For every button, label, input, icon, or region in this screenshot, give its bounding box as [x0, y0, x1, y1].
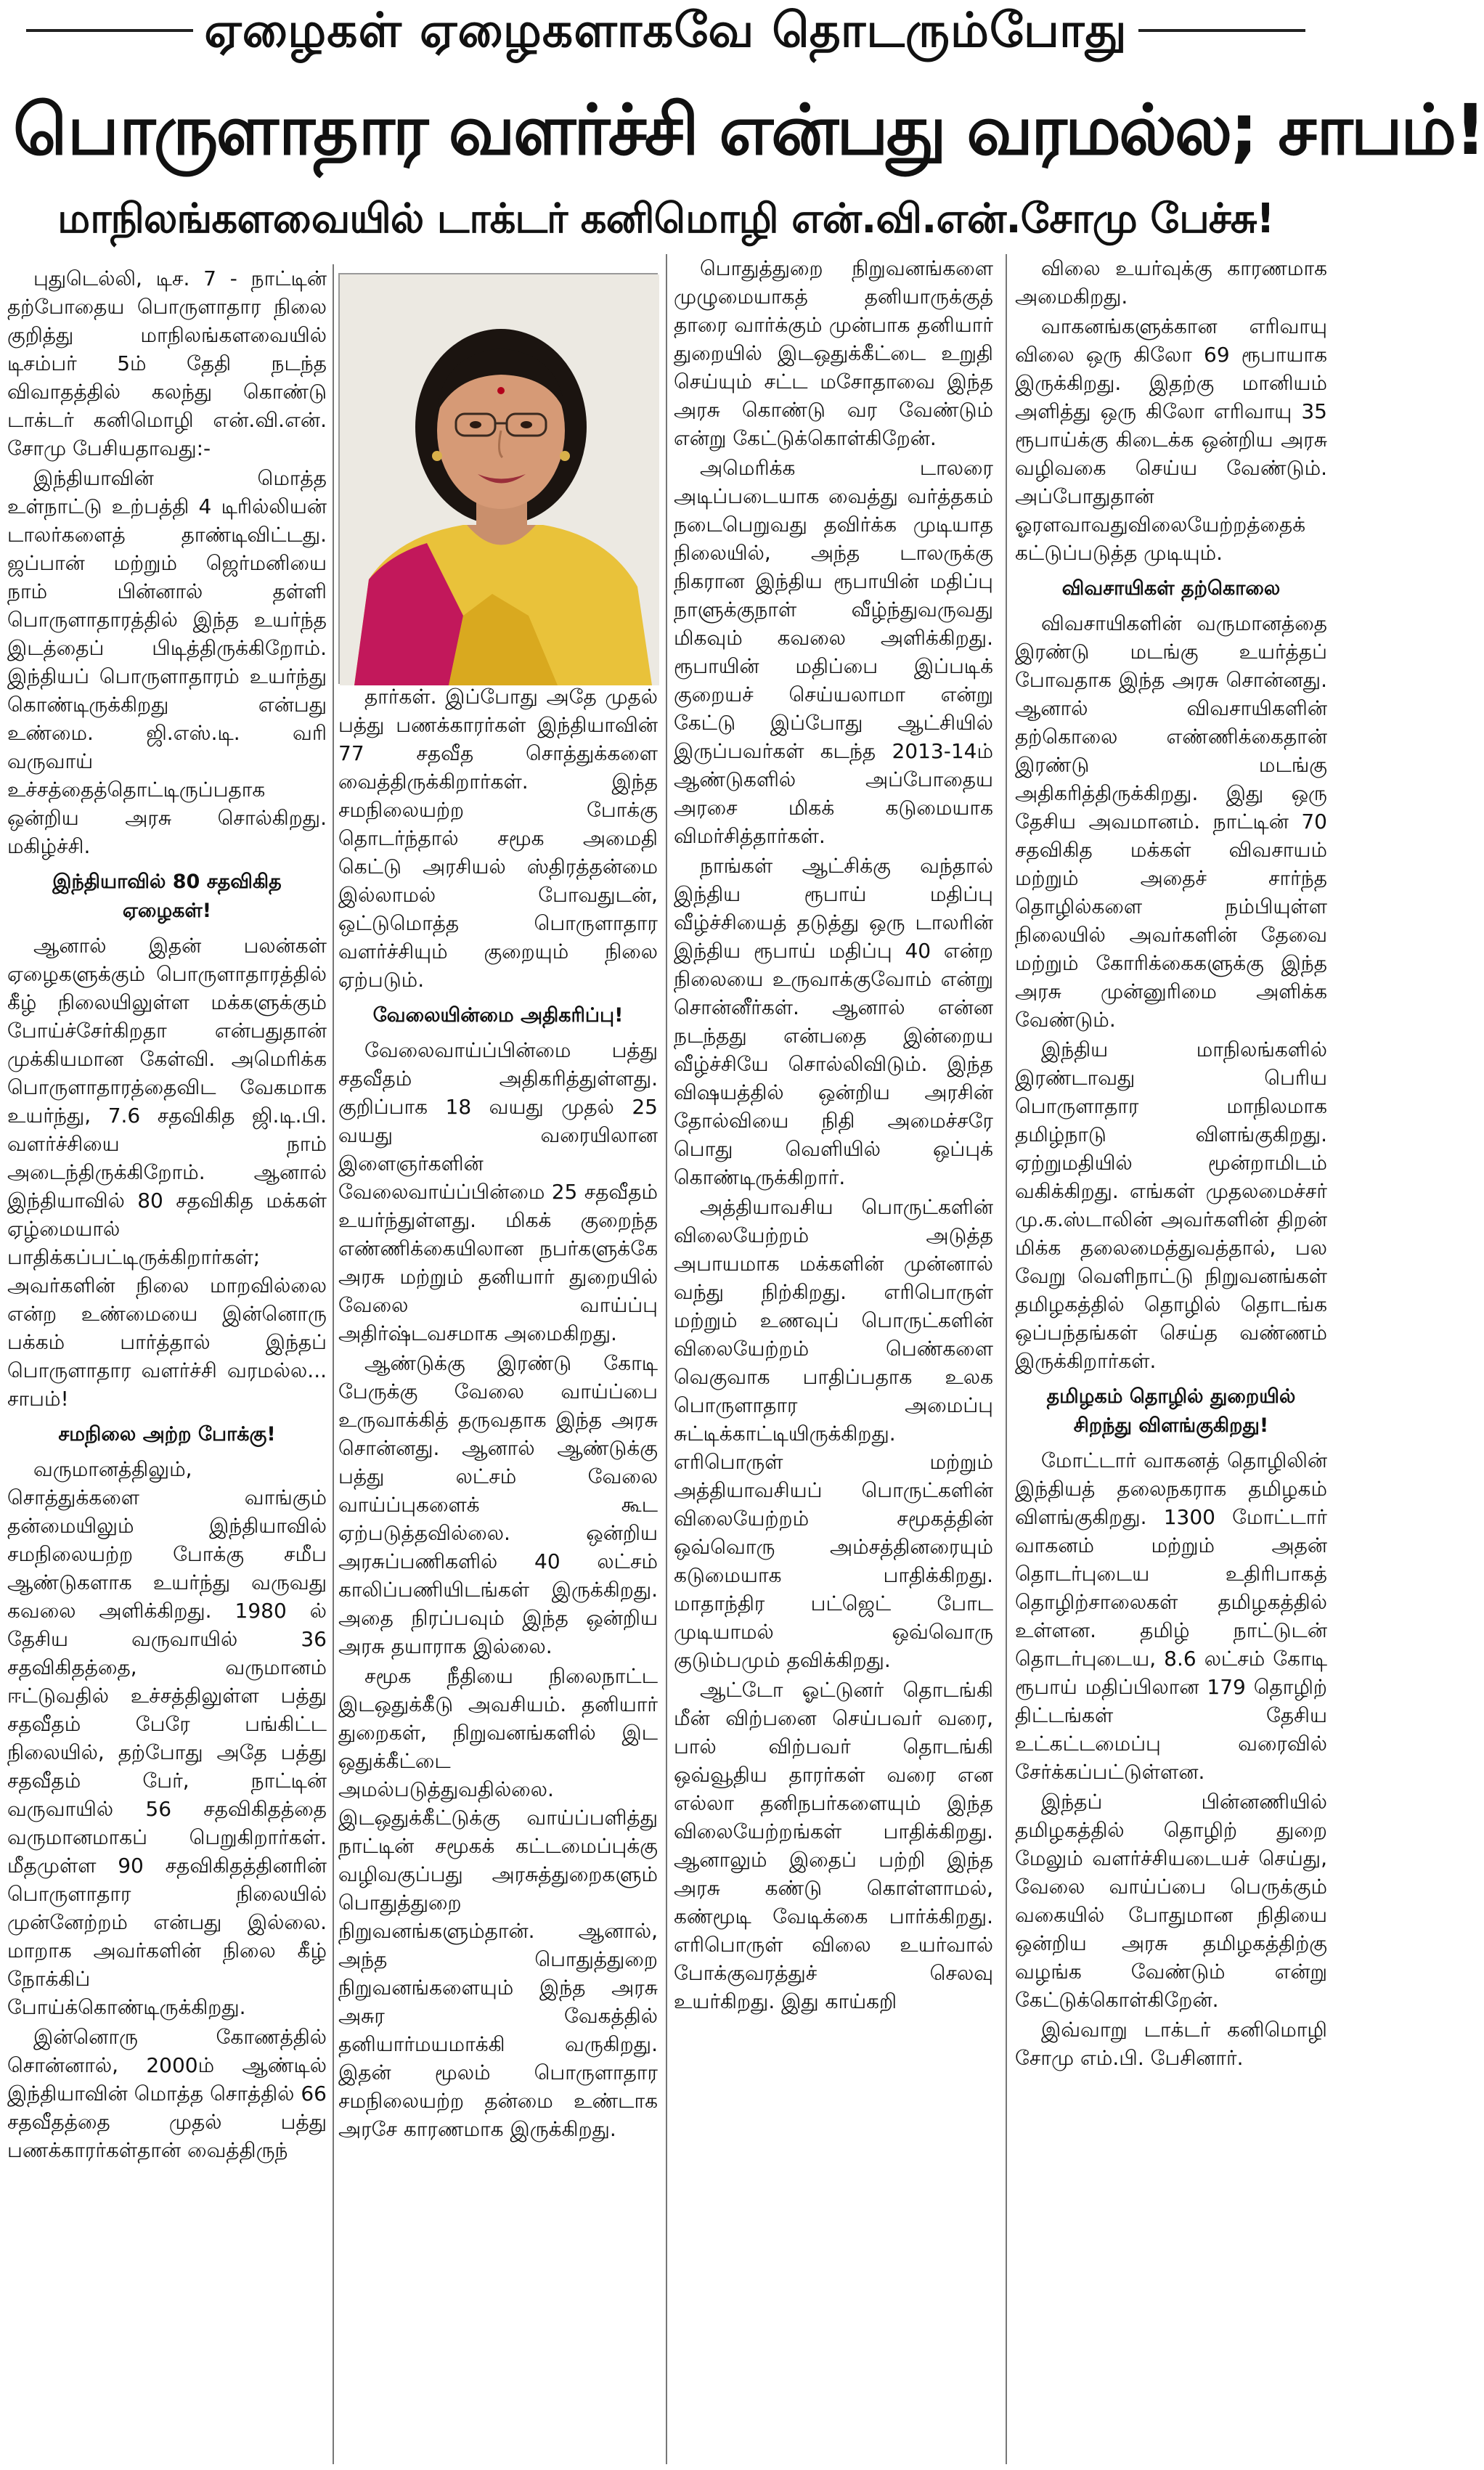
- paragraph: மோட்டார் வாகனத் தொழிலின் இந்தியத் தலைநகராக தமிழகம் விளங்குகிறது. 1300 மோட்டார் வாகனம் மற்றும் அதன் தொடர்புடைய உதிரிபாகத் தொழிற்சாலைகள் தமிழகத்தில் உள்ளன. தமிழ் நாட்டுடன் தொடர்புடைய, 8.6 லட்சம் கோடி ரூபாய் மதிப்பிலான 179 தொழிற் திட்டங்கள் தேசிய உட்கட்டமைப்பு வரைவில் சேர்க்கப்பட்டுள்ளன.: [1015, 1448, 1327, 1784]
- kicker-rule-right: [1138, 29, 1305, 32]
- subheadline: மாநிலங்களவையில் டாக்டர் கனிமொழி என்.வி.என்.சோமு பேச்சு!: [57, 195, 1274, 242]
- section-heading: தமிழகம் தொழில் துறையில் சிறந்து விளங்குகிறது!: [1046, 1385, 1296, 1437]
- paragraph: விவசாயிகளின் வருமானத்தை இரண்டு மடங்கு உயர்த்தப் போவதாக இந்த அரசு சொன்னது. ஆனால் விவசாயிகளின் தற்கொலை எண்ணிக்கைதான் இரண்டு மடங்கு அதிகரித்திருக்கிறது. இது ஒரு தேசிய அவமானம். நாட்டின் 70 சதவிகித மக்கள் விவசாயம் மற்றும் அதைச் சார்ந்த தொழில்களை நம்பியுள்ள நிலையில் அவர்களின் தேவை மற்றும் கோரிக்கைகளுக்கு இந்த அரசு முன்னுரிமை அளிக்க வேண்டும்.: [1015, 611, 1327, 1032]
- article-column-1: [7, 264, 327, 2464]
- article-column-3: [674, 254, 993, 2464]
- paragraph: வருமானத்திலும், சொத்துக்களை வாங்கும் தன்மையிலும் இந்தியாவில் சமநிலையற்ற போக்கு சமீப ஆண்டுகளாக உயர்ந்து வருவது கவலை அளிக்கிறது. 1980 ல் தேசிய வருவாயில் 36 சதவிகிதத்தை, வருமானம் ஈட்டுவதில் உச்சத்திலுள்ள பத்து சதவீதம் பேரே பங்கிட்ட நிலையில், தற்போது அதே பத்து சதவீதம் பேர், நாட்டின் வருவாயில் 56 சதவிகிதத்தை வருமானமாகப் பெறுகிறார்கள். மீதமுள்ள 90 சதவிகிதத்தினரின் பொருளாதார நிலையில் முன்னேற்றம் என்பது இல்லை. மாறாக அவர்களின் நிலை கீழ் நோக்கிப் போய்க்கொண்டிருக்கிறது.: [7, 1457, 327, 2019]
- kicker-rule-left: [26, 29, 193, 32]
- paragraph: ஆண்டுக்கு இரண்டு கோடி பேருக்கு வேலை வாய்ப்பை உருவாக்கித் தருவதாக இந்த அரசு சொன்னது. ஆனால் ஆண்டுக்கு பத்து லட்சம் வேலை வாய்ப்புகளைக் கூட ஏற்படுத்தவில்லை. ஒன்றிய அரசுப்பணிகளில் 40 லட்சம் காலிப்பணியிடங்கள் இருக்கிறது. அதை நிரப்பவும் இந்த ஒன்றிய அரசு தயாராக இல்லை.: [338, 1351, 658, 1658]
- article-column-2: [338, 682, 658, 2464]
- paragraph: இன்னொரு கோணத்தில் சொன்னால், 2000ம் ஆண்டில் இந்தியாவின் மொத்த சொத்தில் 66 சதவீதத்தை முதல் பத்து பணக்காரர்கள்தான் வைத்திருந்: [7, 2025, 327, 2162]
- kicker-banner: [0, 0, 1332, 60]
- paragraph: இந்தப் பின்னணியில் தமிழகத்தில் தொழிற் துறை மேலும் வளர்ச்சியடையச் செய்து, வேலை வாய்ப்பை பெருக்கும் வகையில் போதுமான நிதியை ஒன்றிய அரசு தமிழகத்திற்கு வழங்க வேண்டும் என்று கேட்டுக்கொள்கிறேன்.: [1015, 1790, 1327, 2012]
- section-heading: இந்தியாவில் 80 சதவிகித ஏழைகள்!: [52, 871, 282, 922]
- paragraph: தார்கள். இப்போது அதே முதல் பத்து பணக்காரர்கள் இந்தியாவின் 77 சதவீத சொத்துக்களை வைத்திருக்கிறார்கள். இந்த சமநிலையற்ற போக்கு தொடர்ந்தால் சமூக அமைதி கெட்டு அரசியல் ஸ்திரத்தன்மை இல்லாமல் போவதுடன், ஒட்டுமொத்த பொருளாதார வளர்ச்சியும் குறையும் நிலை ஏற்படும்.: [338, 685, 658, 992]
- section-heading: சமநிலை அற்ற போக்கு!: [58, 1423, 276, 1446]
- paragraph: இந்தியாவின் மொத்த உள்நாட்டு உற்பத்தி 4 டிரில்லியன் டாலர்களைத் தாண்டிவிட்டது. ஜப்பான் மற்றும் ஜெர்மனியை நாம் பின்னால் தள்ளி பொருளாதாரத்தில் இந்த உயர்ந்த இடத்தைப் பிடித்திருக்கிறோம். இந்தியப் பொருளாதாரம் உயர்ந்து கொண்டிருக்கிறது என்பது உண்மை. ஜி.எஸ்.டி. வரி வருவாய் உச்சத்தைத்தொட்டிருப்பதாக ஒன்றிய அரசு சொல்கிறது. மகிழ்ச்சி.: [7, 466, 327, 858]
- paragraph: விலை உயர்வுக்கு காரணமாக அமைகிறது.: [1015, 256, 1327, 309]
- paragraph: வேலைவாய்ப்பின்மை பத்து சதவீதம் அதிகரித்துள்ளது. குறிப்பாக 18 வயது முதல் 25 வயது வரையிலான இளைஞர்களின் வேலைவாய்ப்பின்மை 25 சதவீதம் உயர்ந்துள்ளது. மிகக் குறைந்த எண்ணிக்கையிலான நபர்களுக்கே அரசு மற்றும் தனியார் துறையில் வேலை வாய்ப்பு அதிர்ஷ்டவசமாக அமைகிறது.: [338, 1038, 658, 1345]
- portrait-illustration: [340, 274, 659, 685]
- paragraph: நாங்கள் ஆட்சிக்கு வந்தால் இந்திய ரூபாய் மதிப்பு வீழ்ச்சியைத் தடுத்து ஒரு டாலரின் இந்திய ரூபாய் மதிப்பு 40 என்ற நிலையை உருவாக்குவோம் என்று சொன்னீர்கள். ஆனால் என்ன நடந்தது என்பதை இன்றைய வீழ்ச்சியே சொல்லிவிடும். இந்த விஷயத்தில் ஒன்றிய அரசின் தோல்வியை நிதி அமைச்சரே பொது வெளியில் ஒப்புக் கொண்டிருக்கிறார்.: [674, 854, 993, 1189]
- paragraph: ஆட்டோ ஓட்டுனர் தொடங்கி மீன் விற்பனை செய்பவர் வரை, பால் விற்பவர் தொடங்கி ஒவ்வூதிய தாரர்கள் வரை என எல்லா தனிநபர்களையும் இந்த விலையேற்றங்கள் பாதிக்கிறது. ஆனாலும் இதைப் பற்றி இந்த அரசு கண்டு கொள்ளாமல், கண்மூடி வேடிக்கை பார்க்கிறது. எரிபொருள் விலை உயர்வால் போக்குவரத்துச் செலவு உயர்கிறது. இது காய்கறி: [674, 1678, 993, 2013]
- kicker: ஏழைகள் ஏழைகளாகவே தொடரும்போது: [204, 2, 1128, 58]
- section-heading: வேலையின்மை அதிகரிப்பு!: [372, 1004, 624, 1027]
- paragraph: புதுடெல்லி, டிச. 7 - நாட்டின் தற்போதைய பொருளாதார நிலை குறித்து மாநிலங்களவையில் டிசம்பர் 5ம் தேதி நடந்த விவாதத்தில் கலந்து கொண்டு டாக்டர் கனிமொழி என்.வி.என். சோமு பேசியதாவது:-: [7, 266, 327, 460]
- column-rule: [333, 264, 334, 2464]
- column-rule: [666, 254, 667, 2464]
- paragraph: இந்திய மாநிலங்களில் இரண்டாவது பெரிய பொருளாதார மாநிலமாக தமிழ்நாடு விளங்குகிறது. ஏற்றுமதியில் மூன்றாமிடம் வகிக்கிறது. எங்கள் முதலமைச்சர் மு.க.ஸ்டாலின் அவர்களின் திறன் மிக்க தலைமைத்துவத்தால், பல வேறு வெளிநாட்டு நிறுவனங்கள் தமிழகத்தில் தொழில் தொடங்க ஒப்பந்தங்கள் செய்த வண்ணம் இருக்கிறார்கள்.: [1015, 1038, 1327, 1373]
- paragraph: அத்தியாவசிய பொருட்களின் விலையேற்றம் அடுத்த அபாயமாக மக்களின் முன்னால் வந்து நிற்கிறது. எரிபொருள் மற்றும் உணவுப் பொருட்களின் விலையேற்றம் பெண்களை வெகுவாக பாதிப்பதாக உலக பொருளாதார அமைப்பு சுட்டிக்காட்டியிருக்கிறது. எரிபொருள் மற்றும் அத்தியாவசியப் பொருட்களின் விலையேற்றம் சமூகத்தின் ஒவ்வொரு அம்சத்தினரையும் கடுமையாக பாதிக்கிறது. மாதாந்திர பட்ஜெட் போட முடியாமல் ஒவ்வொரு குடும்பமும் தவிக்கிறது.: [674, 1195, 993, 1672]
- portrait-photo: [338, 273, 658, 684]
- paragraph: பொதுத்துறை நிறுவனங்களை முழுமையாகத் தனியாருக்குத் தாரை வார்க்கும் முன்பாக தனியார் துறையில் இடஒதுக்கீட்டை உறுதி செய்யும் சட்ட மசோதாவை இந்த அரசு கொண்டு வர வேண்டும் என்று கேட்டுக்கொள்கிறேன்.: [674, 256, 993, 450]
- paragraph: ஆனால் இதன் பலன்கள் ஏழைகளுக்கும் பொருளாதாரத்தில் கீழ் நிலையிலுள்ள மக்களுக்கும் போய்ச்சேர்கிறதா என்பதுதான் முக்கியமான கேள்வி. அமெரிக்க பொருளாதாரத்தைவிட வேகமாக உயர்ந்து, 7.6 சதவிகித ஜி.டி.பி. வளர்ச்சியை நாம் அடைந்திருக்கிறோம். ஆனால் இந்தியாவில் 80 சதவிகித மக்கள் ஏழ்மையால் பாதிக்கப்பட்டிருக்கிறார்கள்; அவர்களின் நிலை மாறவில்லை என்ற உண்மையை இன்னொரு பக்கம் பார்த்தால் இந்தப் பொருளாதார வளர்ச்சி வரமல்ல... சாபம்!: [7, 934, 327, 1411]
- article-column-4: [1015, 254, 1327, 2464]
- column-rule: [1006, 254, 1007, 2464]
- paragraph: வாகனங்களுக்கான எரிவாயு விலை ஒரு கிலோ 69 ரூபாயாக இருக்கிறது. இதற்கு மானியம் அளித்து ஒரு கிலோ எரிவாயு 35 ரூபாய்க்கு கிடைக்க ஒன்றிய அரசு வழிவகை செய்ய வேண்டும். அப்போதுதான் ஓரளவாவதுவிலையேற்றத்தைக் கட்டுப்படுத்த முடியும்.: [1015, 314, 1327, 565]
- paragraph: அமெரிக்க டாலரை அடிப்படையாக வைத்து வர்த்தகம் நடைபெறுவது தவிர்க்க முடியாத நிலையில், அந்த டாலருக்கு நிகரான இந்திய ரூபாயின் மதிப்பு நாளுக்குநாள் வீழ்ந்துவருவது மிகவும் கவலை அளிக்கிறது. ரூபாயின் மதிப்பை இப்படிக் குறையச் செய்யலாமா என்று கேட்டு இப்போது ஆட்சியில் இருப்பவர்கள் கடந்த 2013-14ம் ஆண்டுகளில் அப்போதைய அரசை மிகக் கடுமையாக விமர்சித்தார்கள்.: [674, 456, 993, 848]
- paragraph: சமூக நீதியை நிலைநாட்ட இடஒதுக்கீடு அவசியம். தனியார் துறைகள், நிறுவனங்களில் இட ஒதுக்கீட்டை அமல்படுத்துவதில்லை. இடஒதுக்கீட்டுக்கு வாய்ப்பளித்து நாட்டின் சமூகக் கட்டமைப்புக்கு வழிவகுப்பது அரசுத்துறைகளும் பொதுத்துறை நிறுவனங்களும்தான். ஆனால், அந்த பொதுத்துறை நிறுவனங்களையும் இந்த அரசு அசுர வேகத்தில் தனியார்மயமாக்கி வருகிறது. இதன் மூலம் பொருளாதார சமநிலையற்ற தன்மை உண்டாக அரசே காரணமாக இருக்கிறது.: [338, 1664, 658, 2141]
- paragraph: இவ்வாறு டாக்டர் கனிமொழி சோமு எம்.பி. பேசினார்.: [1015, 2018, 1327, 2070]
- headline: பொருளாதார வளர்ச்சி என்பது வரமல்ல; சாபம்!: [13, 89, 1484, 171]
- section-heading: விவசாயிகள் தற்கொலை: [1061, 577, 1281, 600]
